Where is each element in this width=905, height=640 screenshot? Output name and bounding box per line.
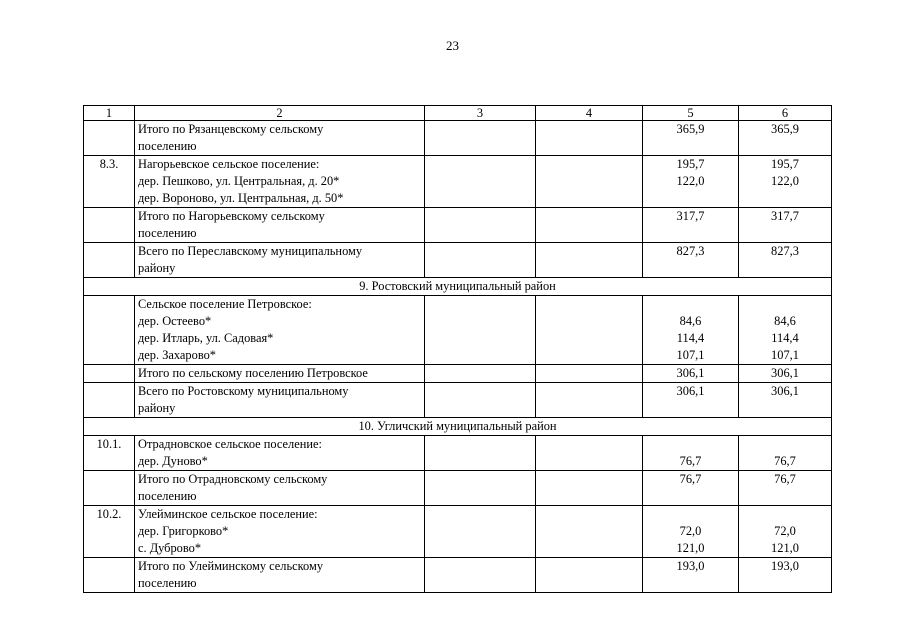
col5-value-cell: [643, 383, 739, 418]
table-row: [84, 506, 832, 558]
col3-cell: [425, 471, 536, 506]
header-cell-5: 5: [643, 106, 739, 121]
value-line: 72,0: [774, 524, 796, 538]
row-name-cell: [135, 471, 425, 506]
row-name-line: Улейминское сельское поселение:: [138, 507, 318, 521]
value-line: 195,7: [676, 157, 705, 171]
row-number-cell: 8.3.: [84, 156, 135, 208]
row-number-cell: [84, 208, 135, 243]
col4-cell: [536, 296, 643, 365]
value-line: 317,7: [676, 209, 705, 223]
row-name-line: дер. Григорково*: [138, 524, 229, 538]
row-name-line: Нагорьевское сельское поселение:: [138, 157, 320, 171]
empty-value-line: [646, 296, 735, 313]
table-row: [84, 296, 832, 365]
row-number-cell: [84, 243, 135, 278]
col4-cell: [536, 383, 643, 418]
row-name-line: поселению: [138, 576, 197, 590]
row-name-line: Итого по Отрадновскому сельскому: [138, 472, 328, 486]
col4-cell: [536, 471, 643, 506]
table-row: [84, 383, 832, 418]
row-name-line: Всего по Переславскому муниципальному: [138, 244, 363, 258]
empty-value-line: [646, 506, 735, 523]
header-row: [84, 106, 832, 121]
col3-cell: [425, 121, 536, 156]
empty-value-line: [646, 436, 735, 453]
col6-value-cell: [739, 558, 832, 593]
row-name-cell: [135, 365, 425, 383]
row-name-line: Итого по сельскому поселению Петровское: [138, 366, 368, 380]
row-name-line: району: [138, 261, 176, 275]
header-cell-1: 1: [84, 106, 135, 121]
col5-value-cell: [643, 208, 739, 243]
col6-value-cell: [739, 121, 832, 156]
value-line: 827,3: [676, 244, 705, 258]
table-row: [84, 243, 832, 278]
table-row: [84, 208, 832, 243]
col3-cell: [425, 243, 536, 278]
table-row: [84, 121, 832, 156]
header-cell-2: 2: [135, 106, 425, 121]
value-line: 107,1: [676, 348, 705, 362]
section-header-row: [84, 278, 832, 296]
page-number: 23: [446, 38, 459, 53]
row-name-line: дер. Итларь, ул. Садовая*: [138, 331, 274, 345]
row-name-cell: [135, 243, 425, 278]
row-name-line: Всего по Ростовскому муниципальному: [138, 384, 349, 398]
col6-value-cell: [739, 296, 832, 365]
section-title: 10. Угличский муниципальный район: [84, 418, 832, 436]
value-line: 72,0: [679, 524, 702, 538]
value-line: 122,0: [676, 174, 705, 188]
row-name-cell: [135, 156, 425, 208]
section-title: 9. Ростовский муниципальный район: [84, 278, 832, 296]
row-name-line: поселению: [138, 139, 197, 153]
value-line: 76,7: [679, 454, 702, 468]
row-name-cell: [135, 558, 425, 593]
value-line: 121,0: [771, 541, 799, 555]
section-header-row: [84, 418, 832, 436]
header-cell-4: 4: [536, 106, 643, 121]
row-number-cell: [84, 383, 135, 418]
col5-value-cell: [643, 296, 739, 365]
value-line: 193,0: [771, 559, 799, 573]
row-number-cell: [84, 296, 135, 365]
col5-value-cell: [643, 471, 739, 506]
value-line: 114,4: [771, 331, 799, 345]
col3-cell: [425, 383, 536, 418]
row-name-cell: [135, 208, 425, 243]
value-line: 306,1: [771, 384, 799, 398]
col6-value-cell: [739, 365, 832, 383]
data-table: [83, 105, 832, 593]
value-line: 365,9: [676, 122, 705, 136]
table-row: [84, 365, 832, 383]
col4-cell: [536, 365, 643, 383]
col4-cell: [536, 243, 643, 278]
col3-cell: [425, 208, 536, 243]
col5-value-cell: [643, 243, 739, 278]
header-cell-6: 6: [739, 106, 832, 121]
col4-cell: [536, 208, 643, 243]
row-name-line: с. Дуброво*: [138, 541, 202, 555]
col5-value-cell: [643, 365, 739, 383]
col6-value-cell: [739, 436, 832, 471]
row-number-cell: [84, 121, 135, 156]
value-line: 76,7: [774, 454, 796, 468]
col4-cell: [536, 156, 643, 208]
row-name-cell: [135, 506, 425, 558]
row-name-line: Итого по Нагорьевскому сельскому: [138, 209, 325, 223]
col3-cell: [425, 156, 536, 208]
col6-value-cell: [739, 243, 832, 278]
table-row: [84, 156, 832, 208]
col5-value-cell: [643, 506, 739, 558]
value-line: 195,7: [771, 157, 799, 171]
value-line: 306,1: [676, 366, 705, 380]
table-row: [84, 436, 832, 471]
col5-value-cell: [643, 121, 739, 156]
col3-cell: [425, 365, 536, 383]
row-name-line: дер. Пешково, ул. Центральная, д. 20*: [138, 174, 340, 188]
empty-value-line: [742, 436, 828, 453]
row-name-cell: [135, 436, 425, 471]
value-line: 827,3: [771, 244, 799, 258]
col3-cell: [425, 506, 536, 558]
value-line: 114,4: [676, 331, 705, 345]
col3-cell: [425, 296, 536, 365]
row-name-line: Итого по Улейминскому сельскому: [138, 559, 324, 573]
row-name-line: дер. Вороново, ул. Центральная, д. 50*: [138, 191, 344, 205]
col6-value-cell: [739, 471, 832, 506]
col6-value-cell: [739, 383, 832, 418]
col4-cell: [536, 121, 643, 156]
row-number-cell: [84, 365, 135, 383]
value-line: 365,9: [771, 122, 799, 136]
row-number-cell: [84, 471, 135, 506]
col3-cell: [425, 558, 536, 593]
row-name-line: Отрадновское сельское поселение:: [138, 437, 322, 451]
col6-value-cell: [739, 208, 832, 243]
row-name-line: дер. Остеево*: [138, 314, 212, 328]
row-number-cell: 10.1.: [84, 436, 135, 471]
row-name-line: дер. Дуново*: [138, 454, 208, 468]
col3-cell: [425, 436, 536, 471]
value-line: 107,1: [771, 348, 799, 362]
value-line: 84,6: [679, 314, 702, 328]
col4-cell: [536, 436, 643, 471]
row-name-line: Сельское поселение Петровское:: [138, 297, 312, 311]
col5-value-cell: [643, 436, 739, 471]
empty-value-line: [742, 506, 828, 523]
row-name-cell: [135, 121, 425, 156]
value-line: 76,7: [679, 472, 702, 486]
col5-value-cell: [643, 156, 739, 208]
row-name-line: Итого по Рязанцевскому сельскому: [138, 122, 324, 136]
col6-value-cell: [739, 506, 832, 558]
value-line: 76,7: [774, 472, 796, 486]
value-line: 122,0: [771, 174, 799, 188]
row-name-line: поселению: [138, 489, 197, 503]
value-line: 306,1: [676, 384, 705, 398]
col4-cell: [536, 558, 643, 593]
table-body: [84, 106, 832, 593]
col6-value-cell: [739, 156, 832, 208]
empty-value-line: [742, 296, 828, 313]
row-number-cell: 10.2.: [84, 506, 135, 558]
value-line: 317,7: [771, 209, 799, 223]
col5-value-cell: [643, 558, 739, 593]
value-line: 193,0: [676, 559, 705, 573]
value-line: 84,6: [774, 314, 796, 328]
header-cell-3: 3: [425, 106, 536, 121]
row-name-line: району: [138, 401, 176, 415]
row-name-cell: [135, 296, 425, 365]
row-name-line: поселению: [138, 226, 197, 240]
table-row: [84, 471, 832, 506]
row-name-line: дер. Захарово*: [138, 348, 216, 362]
col4-cell: [536, 506, 643, 558]
value-line: 306,1: [771, 366, 799, 380]
table-row: [84, 558, 832, 593]
row-number-cell: [84, 558, 135, 593]
row-name-cell: [135, 383, 425, 418]
value-line: 121,0: [676, 541, 705, 555]
